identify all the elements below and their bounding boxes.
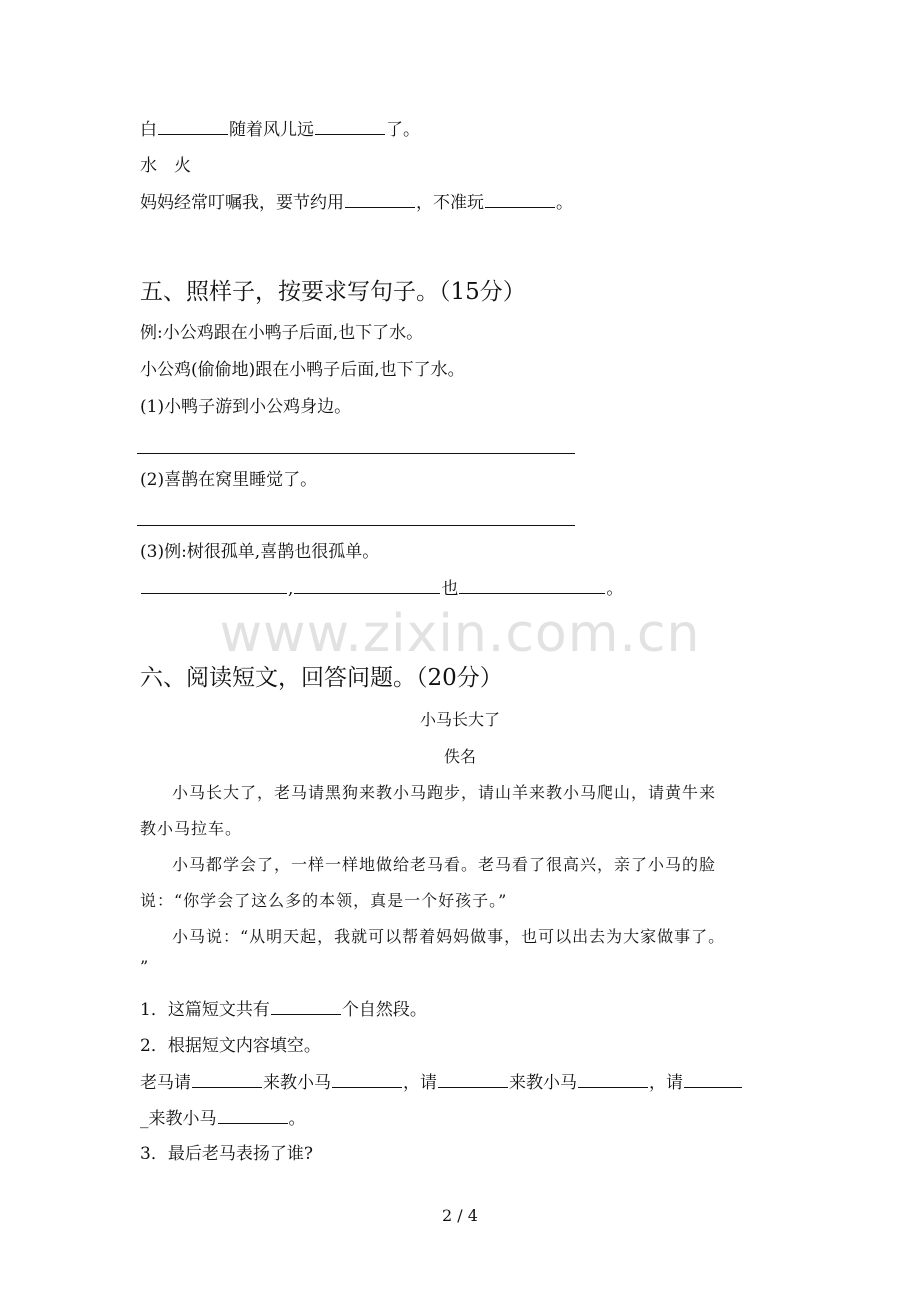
blank[interactable] xyxy=(141,577,287,594)
fill-line-1 xyxy=(140,118,420,141)
story-para-2-line-1 xyxy=(140,854,780,876)
text: , xyxy=(288,579,294,599)
story-author: 佚名 xyxy=(443,747,476,766)
text: 1．这篇短文共有 xyxy=(140,1000,270,1020)
question-1: (1)小鸭子游到小公鸡身边。 xyxy=(140,397,352,417)
answer-line-3 xyxy=(140,577,623,600)
story-para-1-line-2 xyxy=(140,818,780,840)
blank[interactable] xyxy=(315,118,385,135)
question-2: (2)喜鹊在窝里睡觉了。 xyxy=(140,470,318,490)
text: ，请 xyxy=(649,1073,683,1093)
story-para-3-line-1 xyxy=(140,926,780,948)
blank[interactable] xyxy=(345,191,415,208)
text: 。 xyxy=(556,193,573,213)
section-5-title: 五、照样子，按要求写句子。（15分） xyxy=(140,279,526,305)
q1-line xyxy=(140,998,427,1021)
text: 小马说：“从明天起，我就可以帮着妈妈做事，也可以出去为大家做事了。 xyxy=(172,927,726,946)
blank[interactable] xyxy=(192,1071,262,1088)
text: 妈妈经常叮嘱我，要节约用 xyxy=(140,193,344,213)
question-3: (3)例:树很孤单,喜鹊也很孤单。 xyxy=(140,542,380,562)
blank[interactable] xyxy=(158,118,228,135)
text: 来教小马 xyxy=(509,1073,577,1093)
text: 说：“你学会了这么多的本领，真是一个好孩子。” xyxy=(140,891,508,910)
text: 老马请 xyxy=(140,1073,191,1093)
word-pair: 水 火 xyxy=(140,156,191,176)
blank[interactable] xyxy=(485,191,555,208)
q3-line: 3．最后老马表扬了谁? xyxy=(140,1144,313,1164)
text: 个自然段。 xyxy=(341,1000,427,1020)
text: 教小马拉车。 xyxy=(140,819,243,838)
blank[interactable] xyxy=(578,1071,648,1088)
text: 来教小马 xyxy=(263,1073,331,1093)
section-6-title: 六、阅读短文，回答问题。（20分） xyxy=(140,665,503,691)
story-para-2-line-2 xyxy=(140,890,780,912)
text: 。 xyxy=(288,1109,306,1129)
blank[interactable] xyxy=(218,1107,288,1124)
story-title: 小马长大了 xyxy=(419,710,500,729)
text: 也 xyxy=(441,579,459,599)
q2-line: 2．根据短文内容填空。 xyxy=(140,1036,321,1056)
text: 白 xyxy=(140,120,157,140)
blank[interactable] xyxy=(438,1071,508,1088)
example-1: 例:小公鸡跟在小鸭子后面,也下了水。 xyxy=(140,323,424,343)
blank[interactable] xyxy=(684,1071,742,1088)
text: 小马长大了，老马请黑狗来教小马跑步，请山羊来教小马爬山，请黄牛来 xyxy=(172,783,717,802)
blank[interactable] xyxy=(332,1071,402,1088)
story-para-1-line-1 xyxy=(140,782,780,804)
answer-line-2[interactable] xyxy=(137,525,575,526)
text: 。 xyxy=(606,579,624,599)
blank[interactable] xyxy=(271,998,341,1015)
fill-line-2 xyxy=(140,191,573,214)
q2-fill-line-1 xyxy=(140,1071,743,1094)
answer-line-1[interactable] xyxy=(137,453,575,454)
text: 随着风儿远 xyxy=(229,120,314,140)
story-para-3-line-2 xyxy=(140,956,780,978)
blank[interactable] xyxy=(294,577,440,594)
watermark: www.zixin.com.cn xyxy=(219,604,701,664)
example-2: 小公鸡(偷偷地)跟在小鸭子后面,也下了水。 xyxy=(140,360,465,380)
page-number: 2 / 4 xyxy=(442,1206,478,1225)
text: ，请 xyxy=(403,1073,437,1093)
blank[interactable] xyxy=(459,577,605,594)
text: 了。 xyxy=(386,120,420,140)
text: ，不准玩 xyxy=(416,193,484,213)
text: _来教小马 xyxy=(140,1109,217,1129)
text: ” xyxy=(140,957,150,976)
q2-fill-line-2 xyxy=(140,1107,306,1130)
text: 小马都学会了，一样一样地做给老马看。老马看了很高兴，亲了小马的脸 xyxy=(172,855,717,874)
